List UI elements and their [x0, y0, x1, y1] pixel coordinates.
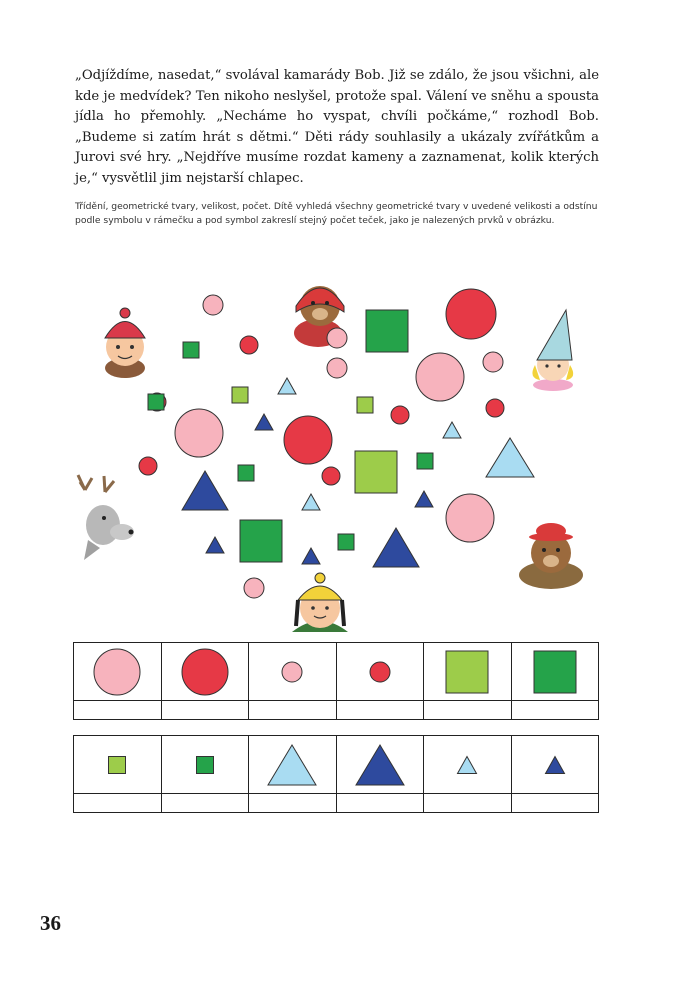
small-dark-green-square [238, 465, 254, 481]
counting-table-1 [73, 642, 599, 720]
symbol-cell [336, 736, 424, 794]
small-pink-circle [327, 328, 347, 348]
dot-answer-cell[interactable] [74, 701, 162, 720]
bear-red-hat-illustration [519, 523, 583, 589]
small-light-green-square [232, 387, 248, 403]
small-pink-circle [203, 295, 223, 315]
large-dark-green-square [366, 310, 408, 352]
large-pink-circle [416, 353, 464, 401]
small-light-blue-triangle [278, 378, 296, 394]
small-dark-green-square [417, 453, 433, 469]
dot-answer-cell[interactable] [511, 794, 599, 813]
small-dark-green-square-symbol [170, 739, 240, 791]
symbol-cell [161, 643, 249, 701]
large-dark-blue-triangle [373, 528, 419, 567]
symbol-cell [424, 643, 512, 701]
small-light-green-square [357, 397, 373, 413]
small-red-circle [240, 336, 258, 354]
small-dark-blue-triangle [302, 548, 320, 564]
gnome-blue-hat-illustration [532, 310, 573, 391]
dot-answer-cell[interactable] [336, 701, 424, 720]
page-number: 36 [40, 911, 61, 935]
girl-yellow-hat-illustration [292, 573, 348, 632]
small-dark-blue-triangle-symbol [520, 739, 590, 791]
small-red-circle [486, 399, 504, 417]
small-pink-circle [483, 352, 503, 372]
large-dark-green-square [240, 520, 282, 562]
small-light-blue-triangle [302, 494, 320, 510]
counting-table-2 [73, 735, 599, 813]
small-dark-green-square [183, 342, 199, 358]
symbol-cell [249, 736, 337, 794]
small-dark-blue-triangle [415, 491, 433, 507]
large-red-circle-symbol [170, 646, 240, 698]
small-red-circle [391, 406, 409, 424]
boy-red-hat-illustration [105, 308, 145, 378]
symbol-cell [74, 736, 162, 794]
small-red-circle [322, 467, 340, 485]
scene-shapes [139, 289, 534, 598]
reindeer-illustration [78, 475, 134, 560]
large-light-blue-triangle [486, 438, 534, 477]
small-dark-blue-triangle [206, 537, 224, 553]
symbol-row [74, 643, 599, 701]
small-red-circle-symbol [345, 646, 415, 698]
symbol-cell [511, 643, 599, 701]
large-pink-circle [175, 409, 223, 457]
instruction-text: Třídění, geometrické tvary, velikost, počet. Dítě vyhledá všechny geometrické tvary v uvedené velikosti a odstínu podle symbolu v rámečku a pod symbol zakreslí stejný počet teček, jako je nalezených prvků v obrázku. [75, 201, 598, 226]
story-text: „Odjíždíme, nasedat,“ svolával kamarády Bob. Již se zdálo, že jsou všichni, ale kde je medvídek? Ten nikoho neslyšel, protože spal. Válení ve sněhu a spousta jídla ho přemohly. „Necháme ho vyspat, chvíli počkáme,“ rozhodl Bob. „Budeme si zatím hrát s dětmi.“ Děti rády souhlasily a ukázaly zvířátkům a Jurovi své hry. „Nejdříve musíme rozdat kameny a zaznamenat, kolik kterých je,“ vysvětlil jim nejstarší chlapec. [75, 68, 599, 186]
small-pink-circle [327, 358, 347, 378]
symbol-cell [249, 643, 337, 701]
symbol-cell [511, 736, 599, 794]
small-light-blue-triangle [443, 422, 461, 438]
dot-answer-row [74, 794, 599, 813]
small-dark-green-square [148, 394, 164, 410]
large-light-green-square [355, 451, 397, 493]
small-dark-green-square [338, 534, 354, 550]
large-dark-blue-triangle-symbol [345, 739, 415, 791]
symbol-cell [161, 736, 249, 794]
symbol-cell [74, 643, 162, 701]
dot-answer-row [74, 701, 599, 720]
dot-answer-cell[interactable] [249, 794, 337, 813]
small-pink-circle [244, 578, 264, 598]
large-pink-circle [446, 494, 494, 542]
small-pink-circle-symbol [257, 646, 327, 698]
symbol-cell [424, 736, 512, 794]
dot-answer-cell[interactable] [161, 701, 249, 720]
symbol-cell [336, 643, 424, 701]
large-red-circle [284, 416, 332, 464]
symbol-row [74, 736, 599, 794]
dot-answer-cell[interactable] [336, 794, 424, 813]
small-light-green-square-symbol [82, 739, 152, 791]
large-dark-blue-triangle [182, 471, 228, 510]
small-dark-blue-triangle [255, 414, 273, 430]
dot-answer-cell[interactable] [161, 794, 249, 813]
large-pink-circle-symbol [82, 646, 152, 698]
small-red-circle [139, 457, 157, 475]
large-light-green-square-symbol [432, 646, 502, 698]
dot-answer-cell[interactable] [249, 701, 337, 720]
small-light-blue-triangle-symbol [432, 739, 502, 791]
large-dark-green-square-symbol [520, 646, 590, 698]
large-red-circle [446, 289, 496, 339]
large-light-blue-triangle-symbol [257, 739, 327, 791]
dot-answer-cell[interactable] [424, 794, 512, 813]
dot-answer-cell[interactable] [74, 794, 162, 813]
dot-answer-cell[interactable] [511, 701, 599, 720]
dot-answer-cell[interactable] [424, 701, 512, 720]
